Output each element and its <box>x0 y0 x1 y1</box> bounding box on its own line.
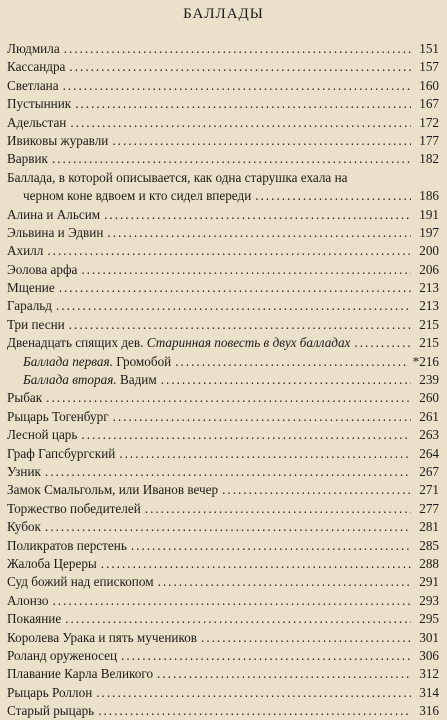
toc-entry <box>7 555 439 573</box>
toc-entry <box>7 150 439 168</box>
toc-entry <box>7 408 439 426</box>
entry-title: Суд божий над епископом <box>7 574 154 590</box>
toc-entry <box>7 610 439 628</box>
toc-entry <box>7 647 439 665</box>
leader-dots <box>107 224 411 242</box>
toc-entry <box>7 702 439 720</box>
entry-title-main: Вадим <box>119 372 157 388</box>
page-number: 301 <box>419 629 439 645</box>
page-number: 239 <box>419 372 439 388</box>
toc-entry <box>7 297 439 315</box>
toc-entry <box>7 40 439 58</box>
toc-entry <box>7 665 439 683</box>
toc-entry <box>7 629 439 647</box>
page-number: 306 <box>419 647 439 663</box>
entry-title-main: Двенадцать спящих дев. <box>7 335 144 351</box>
entry-title-line1: Баллада, в которой описывается, как одна старушка ехала на <box>7 169 348 185</box>
toc-entry <box>7 95 439 113</box>
entry-title: Замок Смальгольм, или Иванов вечер <box>7 482 219 498</box>
toc-entry <box>7 261 439 279</box>
toc-entry <box>7 279 439 297</box>
page-number: 160 <box>419 77 439 93</box>
entry-title: Варвик <box>7 151 48 167</box>
toc-entry <box>7 573 439 591</box>
entry-title: Рыбак <box>7 390 43 406</box>
leader-dots <box>354 334 411 352</box>
entry-title: Адельстан <box>7 114 67 130</box>
page-number: 151 <box>419 41 439 56</box>
leader-dots <box>81 261 411 279</box>
entry-title: Покаяние <box>7 611 62 627</box>
entry-title: Ивиковы журавли <box>7 132 109 148</box>
toc-entry <box>7 463 439 481</box>
page-number: 213 <box>419 298 439 314</box>
entry-title-main: Громобой <box>116 353 172 369</box>
entry-title <box>7 334 350 352</box>
entry-title <box>23 371 157 389</box>
entry-subtitle-italic: Старинная повесть в двух балладах <box>146 335 351 351</box>
page-number: 312 <box>419 666 439 682</box>
leader-dots <box>96 684 411 702</box>
page-number: *216 <box>412 353 439 369</box>
toc-entry <box>7 537 439 555</box>
toc-entry <box>7 481 439 499</box>
page-number: 177 <box>419 132 439 148</box>
leader-dots <box>201 629 411 647</box>
page-number: 191 <box>419 206 439 222</box>
page-number: 271 <box>419 482 439 498</box>
toc-entry <box>7 445 439 463</box>
entry-title <box>23 353 171 371</box>
leader-dots <box>70 114 411 132</box>
page-number: 260 <box>419 390 439 406</box>
leader-dots <box>222 481 411 499</box>
entry-title-line2-row <box>7 187 439 205</box>
entry-title: Лесной царь <box>7 427 78 443</box>
toc-entry <box>7 114 439 132</box>
leader-dots <box>255 187 411 205</box>
leader-dots <box>104 206 411 224</box>
entry-title: Пустынник <box>7 96 72 112</box>
page-number: 167 <box>419 96 439 112</box>
leader-dots <box>65 610 411 628</box>
entry-title: Светлана <box>7 77 59 93</box>
entry-title: Эолова арфа <box>7 261 78 277</box>
toc-entry-multiline <box>7 169 439 206</box>
entry-title: Алонзо <box>7 592 49 608</box>
entry-title: Королева Урака и пять мучеников <box>7 629 198 645</box>
page-number: 261 <box>419 408 439 424</box>
toc-entry <box>7 132 439 150</box>
page-number: 291 <box>419 574 439 590</box>
page-number: 263 <box>419 427 439 443</box>
entry-title: Кубок <box>7 519 41 535</box>
leader-dots <box>69 58 411 76</box>
page-number: 295 <box>419 611 439 627</box>
toc-entry <box>7 426 439 444</box>
page-number: 213 <box>419 280 439 296</box>
leader-dots <box>81 426 411 444</box>
leader-dots <box>46 389 411 407</box>
leader-dots <box>52 592 411 610</box>
toc-entry <box>7 58 439 76</box>
entry-title: Мщение <box>7 280 55 296</box>
page-number: 206 <box>419 261 439 277</box>
toc-entry <box>7 224 439 242</box>
toc-subentry <box>7 371 439 389</box>
leader-dots <box>175 353 408 371</box>
leader-dots <box>45 518 411 536</box>
leader-dots <box>157 665 411 683</box>
leader-dots <box>101 555 411 573</box>
entry-title: Рыцарь Роллон <box>7 684 93 700</box>
page-number: 182 <box>419 151 439 167</box>
toc-entry <box>7 389 439 407</box>
leader-dots <box>113 408 411 426</box>
leader-dots <box>121 647 411 665</box>
toc-subentry <box>7 353 439 371</box>
entry-title: Поликратов перстень <box>7 537 127 553</box>
page-number: 293 <box>419 592 439 608</box>
entry-title: Граф Гапсбургский <box>7 445 116 461</box>
leader-dots <box>161 371 411 389</box>
page-number: 172 <box>419 114 439 130</box>
entry-title: Гаральд <box>7 298 53 314</box>
page-number: 285 <box>419 537 439 553</box>
toc-entry <box>7 684 439 702</box>
toc-entry <box>7 500 439 518</box>
entry-title: Узник <box>7 464 41 479</box>
leader-dots <box>145 500 411 518</box>
leader-dots <box>98 702 411 720</box>
leader-dots <box>56 297 411 315</box>
page-number: 314 <box>419 684 439 700</box>
toc-entry <box>7 77 439 95</box>
entry-title: Рыцарь Тогенбург <box>7 408 109 424</box>
leader-dots <box>52 150 411 168</box>
page-number: 215 <box>419 335 439 351</box>
leader-dots <box>69 316 411 334</box>
leader-dots <box>64 40 411 58</box>
toc-entry <box>7 206 439 224</box>
leader-dots <box>47 242 411 260</box>
toc-entry <box>7 518 439 536</box>
page-number: 200 <box>419 243 439 259</box>
entry-title: Плавание Карла Великого <box>7 666 154 682</box>
page-number: 264 <box>419 445 439 461</box>
entry-title: Торжество победителей <box>7 500 141 516</box>
toc-entry <box>7 334 439 352</box>
page-number: 277 <box>419 500 439 516</box>
page-number: 197 <box>419 224 439 240</box>
entry-prefix-italic: Баллада первая. <box>23 353 113 369</box>
entry-title: Кассандра <box>7 59 66 75</box>
leader-dots <box>119 445 411 463</box>
page-number: 316 <box>419 703 439 719</box>
leader-dots <box>112 132 411 150</box>
page-number: 288 <box>419 555 439 571</box>
page-number: 215 <box>419 316 439 332</box>
entry-title: Эльвина и Эдвин <box>7 224 104 240</box>
leader-dots <box>75 95 411 113</box>
entry-title-line2: черном коне вдвоем и кто сидел впереди <box>23 188 252 204</box>
toc-entry <box>7 242 439 260</box>
entry-title: Жалоба Цереры <box>7 555 97 571</box>
leader-dots <box>59 279 411 297</box>
page-number: 267 <box>419 464 439 479</box>
entry-title: Старый рыцарь <box>7 703 95 719</box>
entry-title: Три песни <box>7 316 65 332</box>
entry-prefix-italic: Баллада вторая. <box>23 372 117 388</box>
leader-dots <box>131 537 411 555</box>
page-number: 281 <box>419 519 439 535</box>
entry-title: Алина и Альсим <box>7 206 101 222</box>
section-heading: БАЛЛАДЫ <box>183 6 264 22</box>
leader-dots <box>63 77 411 95</box>
table-of-contents <box>7 40 439 720</box>
entry-title: Людмила <box>7 41 60 56</box>
toc-entry <box>7 316 439 334</box>
leader-dots <box>158 573 411 591</box>
page-number: 157 <box>419 59 439 75</box>
page-number: 186 <box>419 188 439 204</box>
toc-entry <box>7 592 439 610</box>
entry-title: Ахилл <box>7 243 44 259</box>
entry-title: Роланд оруженосец <box>7 647 118 663</box>
leader-dots <box>45 463 411 481</box>
